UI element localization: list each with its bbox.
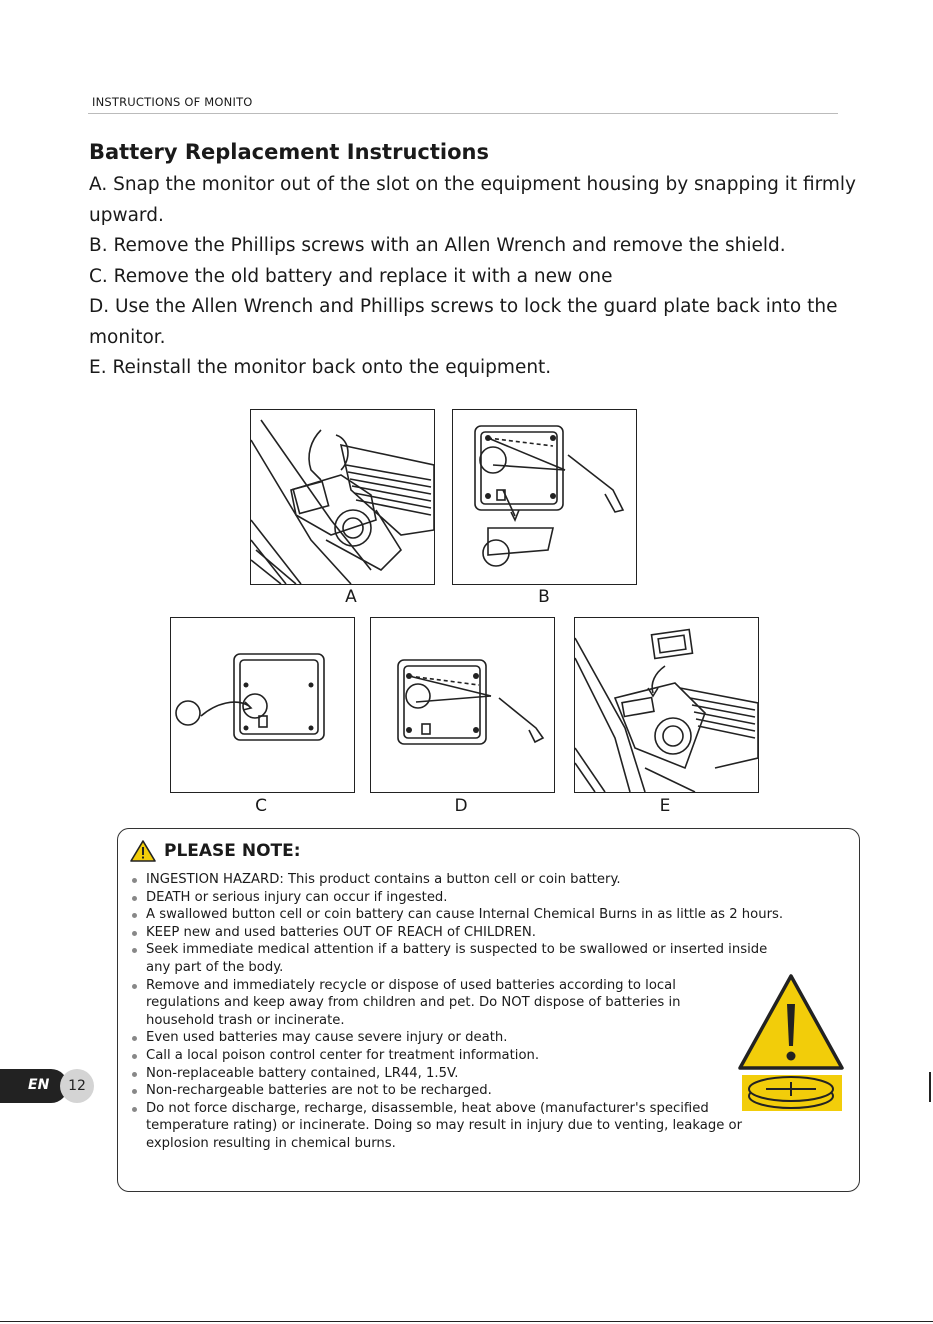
note-item: Even used batteries may cause severe injury or death. [130, 1029, 790, 1047]
note-item: DEATH or serious injury can occur if ingested. [130, 889, 790, 907]
figure-c-label: C [255, 796, 267, 816]
note-list [130, 871, 790, 1153]
note-item: Remove and immediately recycle or dispose of used batteries according to local regulations and keep away from children and pet. Do NOT dispose of batteries in household trash or incinerate. [130, 977, 731, 1030]
figure-a [250, 409, 435, 585]
shield-removal-illustration [453, 410, 636, 584]
figure-e [574, 617, 759, 793]
figure-a-label: A [345, 587, 357, 607]
battery-swap-illustration [171, 618, 354, 792]
step-c: C. Remove the old battery and replace it with a new one [89, 265, 613, 287]
language-code: EN [28, 1077, 50, 1093]
note-item: Non-rechargeable batteries are not to be recharged. [130, 1082, 790, 1100]
margin-mark [929, 1072, 931, 1102]
step-e: E. Reinstall the monitor back onto the equipment. [89, 357, 552, 378]
note-item: Seek immediate medical attention if a battery is suspected to be swallowed or inserted inside any part of the body. [130, 941, 790, 976]
note-item: Non-replaceable battery contained, LR44, 1.5V. [130, 1065, 790, 1083]
warning-triangle-icon [130, 840, 156, 862]
battery-warning-graphic [738, 972, 844, 1114]
figure-c [170, 617, 355, 793]
header-rule [88, 113, 838, 114]
note-item: Do not force discharge, recharge, disassemble, heat above (manufacturer's specified temperature rating) or incinerate. Doing so may result in injury due to venting, leakage or explosion resulting in chemical burns. [130, 1100, 790, 1153]
step-d: D. Use the Allen Wrench and Phillips screws to lock the guard plate back into the monitor. [89, 296, 838, 348]
monitor-removal-illustration [251, 410, 434, 584]
step-a: A. Snap the monitor out of the slot on the equipment housing by snapping it firmly upward. [89, 174, 857, 226]
bottom-rule [0, 1321, 933, 1322]
page-number: 12 [60, 1069, 94, 1103]
figure-e-label: E [659, 796, 671, 816]
shield-reinstall-illustration [371, 618, 554, 792]
note-item: Call a local poison control center for treatment information. [130, 1047, 790, 1065]
instruction-steps [89, 170, 869, 384]
note-header [130, 840, 301, 862]
note-item: A swallowed button cell or coin battery can cause Internal Chemical Burns in as little as 2 hours. [130, 906, 790, 924]
section-title: Battery Replacement Instructions [89, 140, 489, 164]
page-header: INSTRUCTIONS OF MONITO [92, 95, 253, 109]
note-item: INGESTION HAZARD: This product contains a button cell or coin battery. [130, 871, 790, 889]
step-b: B. Remove the Phillips screws with an Allen Wrench and remove the shield. [89, 235, 786, 256]
figure-b [452, 409, 637, 585]
figure-d-label: D [454, 796, 468, 816]
monitor-install-illustration [575, 618, 758, 792]
note-heading: PLEASE NOTE: [164, 841, 301, 861]
figure-d [370, 617, 555, 793]
note-item: KEEP new and used batteries OUT OF REACH of CHILDREN. [130, 924, 790, 942]
figure-b-label: B [538, 587, 550, 607]
